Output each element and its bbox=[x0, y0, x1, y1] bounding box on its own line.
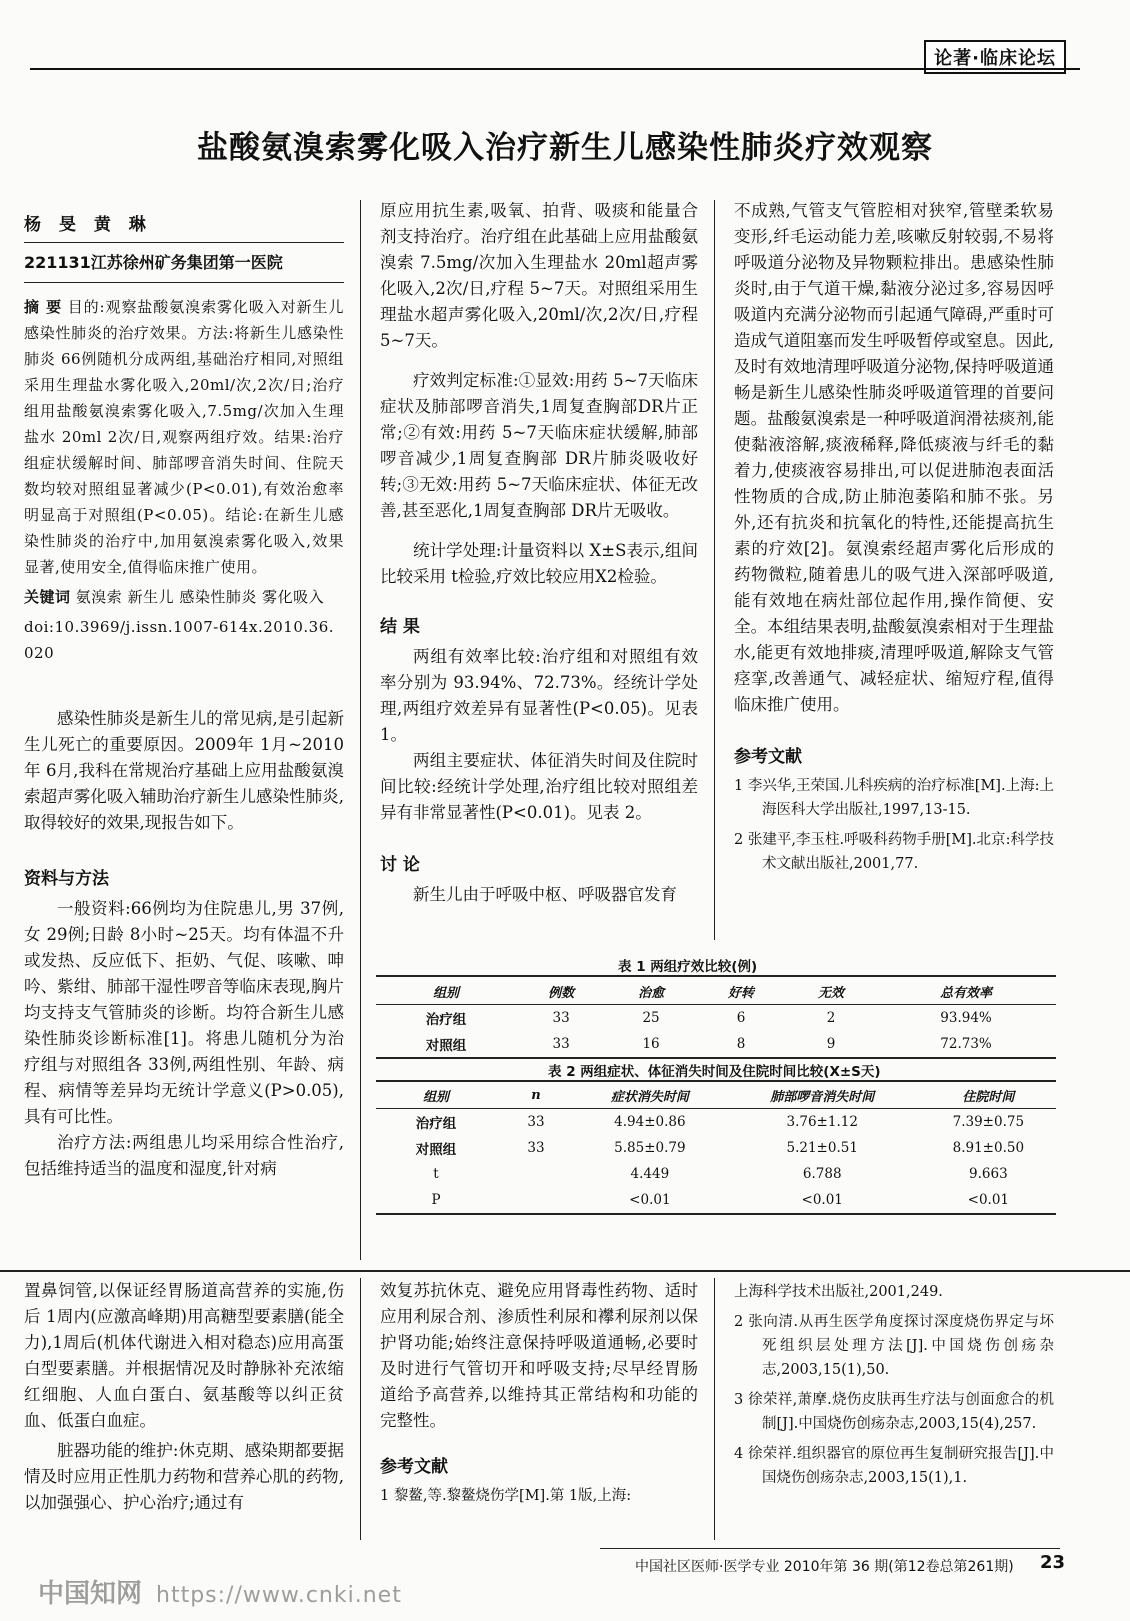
reference-item: 2 张建平,李玉柱.呼吸科药物手册[M].北京:科学技术文献出版社,2001,77. bbox=[734, 832, 1054, 872]
table-cell: 72.73% bbox=[940, 1036, 992, 1052]
watermark-brand: 中国知网 bbox=[38, 1579, 143, 1609]
header-rule bbox=[30, 68, 1080, 70]
table-row bbox=[376, 1135, 1056, 1161]
column-3 bbox=[734, 198, 1054, 882]
table1-header-cell: 例数 bbox=[548, 985, 575, 1001]
next-col1-text: 置鼻饲管,以保证经胃肠道高营养的实施,伤后 1周内(应激高峰期)用高糖型要素膳(能全力),1周后(机体代谢进入相对稳态)应用高蛋白型要素膳。并根据情况及时静脉补充浓缩红细胞、人血白蛋白、氨基酸等以纠正贫血、低蛋白血症。 bbox=[24, 1281, 344, 1430]
article-separator bbox=[0, 1270, 1130, 1272]
table-row bbox=[376, 1005, 1056, 1032]
table-cell: 93.94% bbox=[940, 1010, 992, 1026]
next-column-2 bbox=[380, 1278, 698, 1508]
next-divider-1 bbox=[360, 1278, 361, 1540]
watermark bbox=[38, 1573, 402, 1610]
table-row bbox=[376, 1161, 1056, 1187]
keywords bbox=[24, 584, 344, 610]
next-reference-item: 2 张向清.从再生医学角度探讨深度烧伤界定与坏死组织层处理方法[J].中国烧伤创疡杂志,2003,15(1),50. bbox=[734, 1314, 1054, 1378]
journal-footer: 中国社区医师·医学专业 2010年第 36 期(第12卷总第261期) bbox=[635, 1559, 1014, 1575]
table2-header-row bbox=[376, 1082, 1056, 1109]
table-cell: 7.39±0.75 bbox=[952, 1114, 1025, 1130]
treatment-paragraph: 治疗方法:两组患儿均采用综合性治疗,包括维持适当的温度和湿度,针对病 bbox=[24, 1133, 344, 1178]
table-row bbox=[376, 1109, 1056, 1136]
watermark-url: https://www.cnki.net bbox=[156, 1583, 402, 1608]
abstract bbox=[24, 294, 344, 580]
table2-header-cell: 肺部啰音消失时间 bbox=[770, 1089, 875, 1105]
table-cell: 治疗组 bbox=[415, 1116, 457, 1132]
reference-list bbox=[734, 774, 1054, 876]
column-2 bbox=[380, 198, 698, 908]
next-reference-item: 4 徐荣祥.组织器官的原位再生复制研究报告[J].中国烧伤创疡杂志,2003,15(1),1. bbox=[734, 1446, 1054, 1486]
table-cell: 对照组 bbox=[415, 1142, 457, 1158]
table1-header-cell: 治愈 bbox=[638, 985, 665, 1001]
table-cell: 9 bbox=[826, 1036, 836, 1052]
affiliation-rule bbox=[24, 282, 344, 283]
table-cell: P bbox=[431, 1192, 441, 1208]
discussion-heading: 讨 论 bbox=[380, 855, 420, 875]
keywords-text: 氨溴索 新生儿 感染性肺炎 雾化吸入 bbox=[75, 588, 325, 606]
table-row bbox=[376, 1031, 1056, 1058]
table-cell: 25 bbox=[642, 1010, 660, 1026]
table-cell: 33 bbox=[552, 1010, 570, 1026]
table1-top-rule bbox=[376, 975, 1056, 977]
section-tag: 论著·临床论坛 bbox=[924, 40, 1066, 74]
table-cell: 4.94±0.86 bbox=[614, 1114, 686, 1130]
table-cell: 33 bbox=[527, 1114, 545, 1130]
results-heading: 结 果 bbox=[380, 617, 420, 637]
article-title: 盐酸氨溴索雾化吸入治疗新生儿感染性肺炎疗效观察 bbox=[197, 130, 933, 166]
table-cell bbox=[496, 1161, 576, 1187]
table2-header-cell: n bbox=[531, 1087, 541, 1103]
table1-header-cell: 总有效率 bbox=[940, 985, 993, 1001]
table-cell: 3.76±1.12 bbox=[786, 1114, 858, 1130]
table-cell: 5.21±0.51 bbox=[786, 1140, 858, 1156]
table2 bbox=[376, 1082, 1056, 1215]
next-reference-item: 上海科学技术出版社,2001,249. bbox=[734, 1284, 943, 1300]
table-cell: <0.01 bbox=[629, 1192, 671, 1208]
table-cell: 33 bbox=[527, 1140, 545, 1156]
table-cell: 9.663 bbox=[969, 1166, 1008, 1182]
stats-paragraph: 统计学处理:计量资料以 X±S表示,组间比较采用 t检验,疗效比较应用X2检验。 bbox=[380, 541, 698, 586]
discussion-continued: 不成熟,气管支气管腔相对狭窄,管壁柔软易变形,纤毛运动能力差,咳嗽反射较弱,不易将呼吸道分泌物及异物颗粒排出。患感染性肺炎时,由于气道干燥,黏液分泌过多,容易因呼吸道内充满分泌物而引起通气障碍,严重时可造成气道阻塞而发生呼吸暂停或窒息。因此,及时有效地清理呼吸道分泌物,保持呼吸道通畅是新生儿感染性肺炎呼吸道管理的首要问题。盐酸氨溴索是一种呼吸道润滑祛痰剂,能使黏液溶解,痰液稀释,降低痰液与纤毛的黏着力,使痰液容易排出,可以促进肺泡表面活性物质的合成,防止肺泡萎陷和肺不张。另外,还有抗炎和抗氧化的特性,还能提高抗生素的疗效[2]。氨溴索经超声雾化后形成的药物微粒,随着患儿的吸气进入深部呼吸道,能有效地在病灶部位起作用,操作简便、安全。本组结果表明,盐酸氨溴索相对于生理盐水,能更有效地排痰,清理呼吸道,解除支气管痉挛,改善通气、减轻症状、缩短疗程,值得临床推广使用。 bbox=[734, 201, 1054, 714]
table-cell: <0.01 bbox=[801, 1192, 843, 1208]
footer-rule bbox=[600, 1548, 1060, 1549]
table-cell: 33 bbox=[552, 1036, 570, 1052]
next-column-1 bbox=[24, 1278, 344, 1516]
table2-caption: 表 2 两组症状、体征消失时间及住院时间比较(X±S天) bbox=[548, 1064, 881, 1080]
table2-header-cell: 住院时间 bbox=[962, 1089, 1015, 1105]
next-column-3 bbox=[734, 1280, 1054, 1496]
affiliation: 221131江苏徐州矿务集团第一医院 bbox=[24, 253, 283, 272]
doi: doi:10.3969/j.issn.1007-614x.2010.36.020 bbox=[24, 618, 335, 662]
next-reference-item: 1 黎鳌,等.黎鳌烧伤学[M].第 1版,上海: bbox=[380, 1488, 632, 1504]
table-row bbox=[376, 1187, 1056, 1214]
table2-header-cell: 组别 bbox=[422, 1089, 449, 1105]
table-cell: 16 bbox=[642, 1036, 660, 1052]
table-cell: 2 bbox=[826, 1010, 836, 1026]
table-cell: 8 bbox=[736, 1036, 746, 1052]
intro-paragraph: 感染性肺炎是新生儿的常见病,是引起新生儿死亡的重要原因。2009年 1月~2010年 6月,我科在常规治疗基础上应用盐酸氨溴索超声雾化吸入辅助治疗新生儿感染性肺炎,取得较好的效果,现报告如下。 bbox=[24, 709, 344, 832]
reference-item: 1 李兴华,王荣国.儿科疾病的治疗标准[M].上海:上海医科大学出版社,1997,13-15. bbox=[734, 778, 1054, 818]
table2-header-cell: 症状消失时间 bbox=[610, 1089, 689, 1105]
column-divider-1 bbox=[360, 200, 361, 1260]
next-col2-text: 效复苏抗休克、避免应用肾毒性药物、适时应用利尿合剂、渗质性利尿和襻利尿剂以保护肾功能;始终注意保持呼吸道通畅,必要时及时进行气管切开和呼吸支持;尽早经胃肠道给予高营养,以维持其正常结构和功能的完整性。 bbox=[380, 1281, 698, 1430]
page-number: 23 bbox=[1040, 1552, 1066, 1573]
table-cell: 4.449 bbox=[630, 1166, 670, 1182]
table-cell: 8.91±0.50 bbox=[952, 1140, 1025, 1156]
table1-header-cell: 组别 bbox=[433, 985, 460, 1001]
table1-header-cell: 无效 bbox=[818, 985, 845, 1001]
next-divider-2 bbox=[714, 1278, 715, 1540]
authors: 杨 旻 黄 琳 bbox=[24, 215, 152, 235]
methods-continued: 原应用抗生素,吸氧、拍背、吸痰和能量合剂支持治疗。治疗组在此基础上应用盐酸氨溴索 7.5mg/次加入生理盐水 20ml超声雾化吸入,2次/日,疗程 5~7天。对照组采用生理盐水超声雾化吸入,20ml/次,2次/日,疗程 5~7天。 bbox=[380, 201, 698, 350]
table1-caption: 表 1 两组疗效比较(例) bbox=[618, 959, 758, 975]
methods-heading: 资料与方法 bbox=[24, 869, 109, 889]
table-cell: t bbox=[433, 1166, 439, 1182]
next-references-heading: 参考文献 bbox=[380, 1457, 448, 1477]
table1-header-row bbox=[376, 978, 1056, 1005]
table-cell: 5.85±0.79 bbox=[614, 1140, 686, 1156]
table-cell: 对照组 bbox=[425, 1038, 467, 1054]
criteria-paragraph: 疗效判定标准:①显效:用药 5~7天临床症状及肺部啰音消失,1周复查胸部DR片正常;②有效:用药 5~7天临床症状缓解,肺部啰音减少,1周复查胸部 DR片肺炎吸收好转;③无效:用药 5~7天临床症状、体征无改善,甚至恶化,1周复查胸部 DR片无吸收。 bbox=[380, 371, 698, 520]
table-cell: 6 bbox=[736, 1010, 746, 1026]
table1-header-cell: 好转 bbox=[728, 985, 755, 1001]
references-heading: 参考文献 bbox=[734, 747, 802, 767]
table-cell: <0.01 bbox=[967, 1192, 1010, 1208]
result1-paragraph: 两组有效率比较:治疗组和对照组有效率分别为 93.94%、72.73%。经统计学处理,两组疗效差异有显著性(P<0.05)。见表 1。 bbox=[380, 647, 698, 744]
column-1 bbox=[24, 212, 344, 1182]
column-divider-2 bbox=[714, 200, 715, 940]
next-col1b-text: 脏器功能的维护:休克期、感染期都要据情及时应用正性肌力药物和营养心肌的药物,以加强强心、护心治疗;通过有 bbox=[24, 1441, 344, 1512]
result2-paragraph: 两组主要症状、体征消失时间及住院时间比较:经统计学处理,治疗组比较对照组差异有非常显著性(P<0.01)。见表 2。 bbox=[380, 751, 698, 822]
table-cell: 6.788 bbox=[802, 1166, 842, 1182]
table1 bbox=[376, 978, 1056, 1059]
abstract-text: 目的:观察盐酸氨溴索雾化吸入对新生儿感染性肺炎的治疗效果。方法:将新生儿感染性肺炎 66例随机分成两组,基础治疗相同,对照组采用生理盐水雾化吸入,20ml/次,2次/日;治疗组用盐酸氨溴索雾化吸入,7.5mg/次加入生理盐水 20ml 2次/日,观察两组疗效。结果:治疗组症状缓解时间、肺部啰音消失时间、住院天数均较对照组显著减少(P<0.01),有效治愈率明显高于对照组(P<0.05)。结论:在新生儿感染性肺炎的治疗中,加用氨溴索雾化吸入,效果显著,使用安全,值得临床推广使用。 bbox=[24, 298, 344, 576]
keywords-label: 关键词 bbox=[24, 588, 71, 606]
abstract-label: 摘 要 bbox=[24, 298, 62, 316]
discussion-start: 新生儿由于呼吸中枢、呼吸器官发育 bbox=[413, 885, 677, 904]
next-reference-item: 3 徐荣祥,萧摩.烧伤皮肤再生疗法与创面愈合的机制[J].中国烧伤创疡杂志,2003,15(4),257. bbox=[734, 1392, 1054, 1432]
table-cell bbox=[496, 1187, 576, 1214]
general-paragraph: 一般资料:66例均为住院患儿,男 37例,女 29例;日龄 8小时~25天。均有体温不升或发热、反应低下、拒奶、气促、咳嗽、呻吟、紫绀、肺部干湿性啰音等临床表现,胸片均支持支气管肺炎的诊断。均符合新生儿感染性肺炎诊断标准[1]。将患儿随机分为治疗组与对照组各 33例,两组性别、年龄、病程、病情等差异均无统计学意义(P>0.05),具有可比性。 bbox=[24, 899, 344, 1126]
author-rule bbox=[24, 242, 344, 243]
table-cell: 治疗组 bbox=[425, 1012, 467, 1028]
